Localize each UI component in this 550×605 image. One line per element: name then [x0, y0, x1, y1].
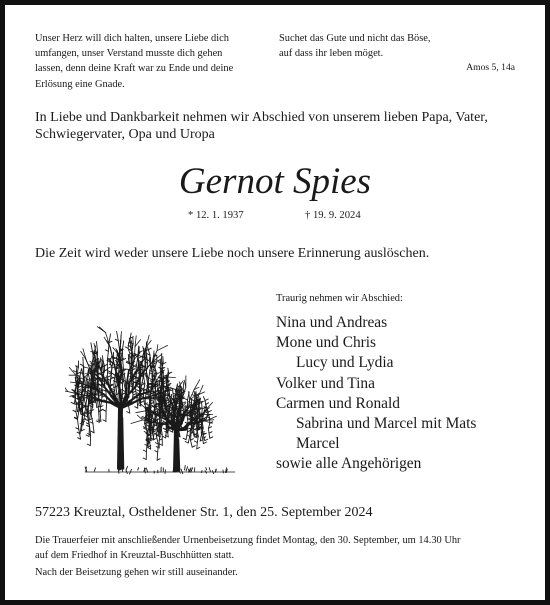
verse-right-line: Suchet das Gute und nicht das Böse,: [279, 33, 431, 44]
mourner-entry: Carmen und Ronald: [276, 394, 400, 412]
verse-left-line: Erlösung eine Gnade.: [35, 78, 125, 90]
service-line: auf dem Friedhof in Kreuztal-Buschhütten statt.: [35, 550, 235, 562]
after-burial-note: Nach der Beisetzung gehen wir still auseinander.: [35, 567, 238, 578]
mourner-entry: Mone und Chris: [276, 334, 377, 352]
mourner-entry: Volker und Tina: [276, 374, 375, 392]
birth-date: * 12. 1. 1937: [188, 210, 244, 221]
verse-left: [35, 31, 260, 92]
mourners-intro: Traurig nehmen wir Abschied:: [276, 293, 403, 304]
verse-right-line: auf dass ihr leben möget.: [279, 48, 384, 60]
small-tree-icon: [131, 372, 217, 470]
mourner-entry: Marcel: [296, 435, 340, 453]
intro-text: [35, 109, 525, 143]
intro-line: In Liebe und Dankbarkeit nehmen wir Abschied von unserem lieben Papa, Vater,: [35, 110, 488, 125]
service-line: Die Trauerfeier mit anschließender Urnenbeisetzung findet Montag, den 30. September, um 14.30 Uhr: [35, 535, 461, 546]
mourner-entry: sowie alle Angehörigen: [276, 455, 422, 473]
funeral-service-info: [35, 533, 530, 563]
place-and-date: 57223 Kreuztal, Ostheldener Str. 1, den 25. September 2024: [35, 505, 373, 520]
mourner-entry: Sabrina und Marcel mit Mats: [296, 415, 477, 433]
verse-reference: Amos 5, 14a: [466, 62, 515, 73]
verse-left-line: lassen, denn deine Kraft war zu Ende und deine: [35, 63, 234, 75]
verse-left-line: Unser Herz will dich halten, unsere Liebe dich: [35, 33, 229, 44]
mourner-entry: Nina und Andreas: [276, 314, 388, 331]
mourners-list: [276, 313, 536, 475]
weeping-trees-illustration: [65, 282, 245, 478]
mourner-entry: Lucy und Lydia: [296, 354, 394, 372]
verse-right: [279, 31, 509, 61]
deceased-name: Gernot Spies: [178, 161, 372, 202]
memorial-quote: Die Zeit wird weder unsere Liebe noch unsere Erinnerung auslöschen.: [35, 246, 430, 261]
death-date: † 19. 9. 2024: [305, 210, 361, 221]
verse-left-line: umfangen, unser Verstand musste dich gehen: [35, 48, 223, 60]
intro-line: Schwiegervater, Opa und Uropa: [35, 127, 215, 142]
ground-grass-icon: [85, 466, 235, 474]
